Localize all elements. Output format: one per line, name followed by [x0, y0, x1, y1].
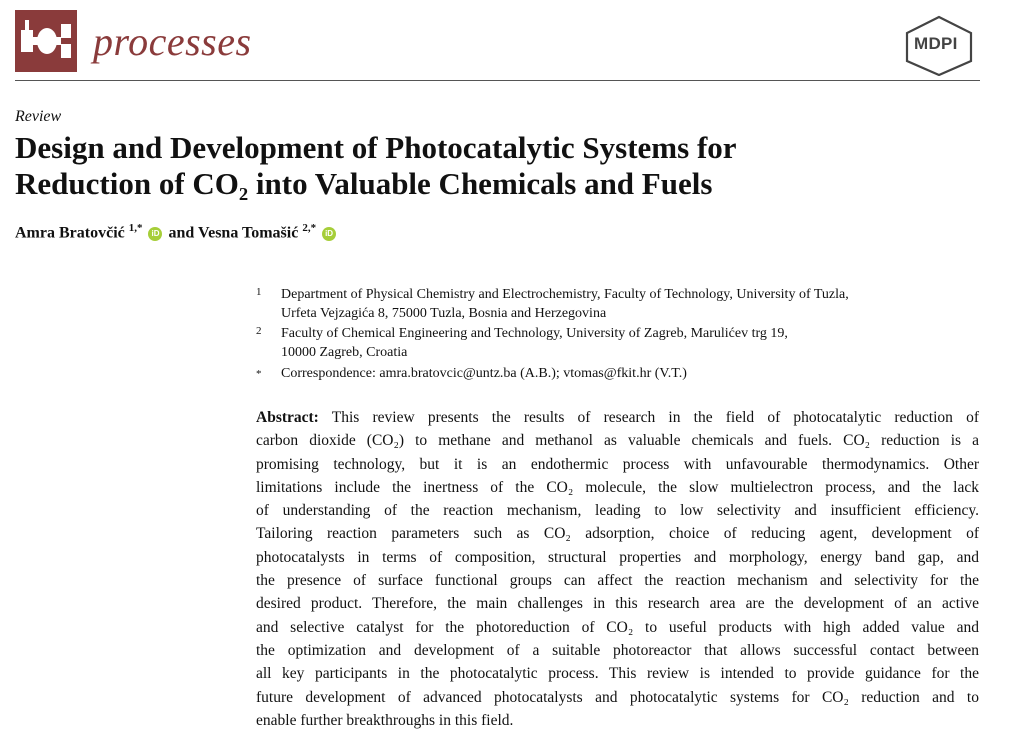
title-line: Reduction of CO₂ into Valuable Chemicals and Fuels [15, 166, 713, 201]
affiliation-mark: 2 [256, 325, 262, 337]
author-name[interactable]: Vesna Tomašić [198, 224, 299, 242]
abstract-line: the optimization and development of a suitable photoreactor that allows successful contact between [256, 641, 979, 659]
abstract-line: future development of advanced photocatalysts and photocatalytic systems for CO₂ reduction and to [256, 688, 979, 706]
abstract-line: limitations include the inertness of the CO₂ molecule, the slow multielectron process, and the lack [256, 478, 979, 496]
abstract-line: all key participants in the photocatalytic process. This review is intended to provide guidance for the [256, 665, 979, 683]
abstract-line: and selective catalyst for the photoreduction of CO₂ to useful products with high added value and [256, 618, 979, 636]
affiliation-line: Urfeta Vejzagića 8, 75000 Tuzla, Bosnia and Herzegovina [281, 306, 607, 321]
affiliation-line: 10000 Zagreb, Croatia [281, 345, 408, 360]
affiliation-line: Department of Physical Chemistry and Electrochemistry, Faculty of Technology, University of Tuzla, [281, 287, 849, 302]
abstract-line: enable further breakthroughs in this field. [256, 711, 514, 729]
article-type: Review [15, 108, 62, 125]
title-line: Design and Development of Photocatalytic Systems for [15, 130, 737, 165]
publisher-name: MDPI [914, 34, 958, 53]
affiliation-line: Faculty of Chemical Engineering and Technology, University of Zagreb, Marulićev trg 19, [281, 326, 788, 341]
orcid-icon[interactable]: iD [148, 227, 162, 241]
mdpi-logo [903, 14, 975, 76]
abstract-line: photocatalysts in terms of composition, structural properties and morphology, energy band gap, and [256, 548, 979, 566]
abstract-text: This review presents the results of research in the field of photocatalytic reduction of [331, 409, 979, 426]
article-title [15, 130, 975, 202]
processes-logo-icon [15, 10, 77, 72]
journal-logo [15, 10, 77, 72]
author-list [15, 222, 338, 242]
correspondence-line: Correspondence: amra.bratovcic@untz.ba (A.B.); vtomas@fkit.hr (V.T.) [281, 366, 687, 381]
author-name[interactable]: Amra Bratovčić [15, 224, 125, 242]
correspondence-mark: * [256, 368, 262, 380]
author-affiliation-mark: 1,* [128, 222, 143, 234]
author-affiliation-mark: 2,* [302, 222, 317, 234]
abstract-line: desired product. Therefore, the main challenges in this research area are the development of an active [256, 595, 979, 613]
journal-header [15, 8, 980, 80]
abstract-line: of understanding of the reaction mechanism, leading to low selectivity and insufficient efficiency. [256, 502, 979, 520]
abstract-label: Abstract: [256, 409, 319, 426]
abstract-line: carbon dioxide (CO₂) to methane and methanol as valuable chemicals and fuels. CO₂ reduction is a [256, 432, 979, 450]
affiliation-mark: 1 [256, 286, 262, 298]
header-divider [15, 80, 980, 81]
abstract-line: promising technology, but it is an endothermic process with unfavourable thermodynamics. Other [256, 455, 979, 473]
author-joiner: and [168, 224, 195, 242]
abstract-line [256, 406, 979, 429]
abstract [256, 406, 979, 732]
abstract-line: Tailoring reaction parameters such as CO₂ adsorption, choice of reducing agent, development of [256, 525, 979, 543]
orcid-icon[interactable]: iD [322, 227, 336, 241]
journal-name: processes [93, 19, 252, 64]
abstract-line: the presence of surface functional groups can affect the reaction mechanism and selectivity for the [256, 572, 979, 590]
